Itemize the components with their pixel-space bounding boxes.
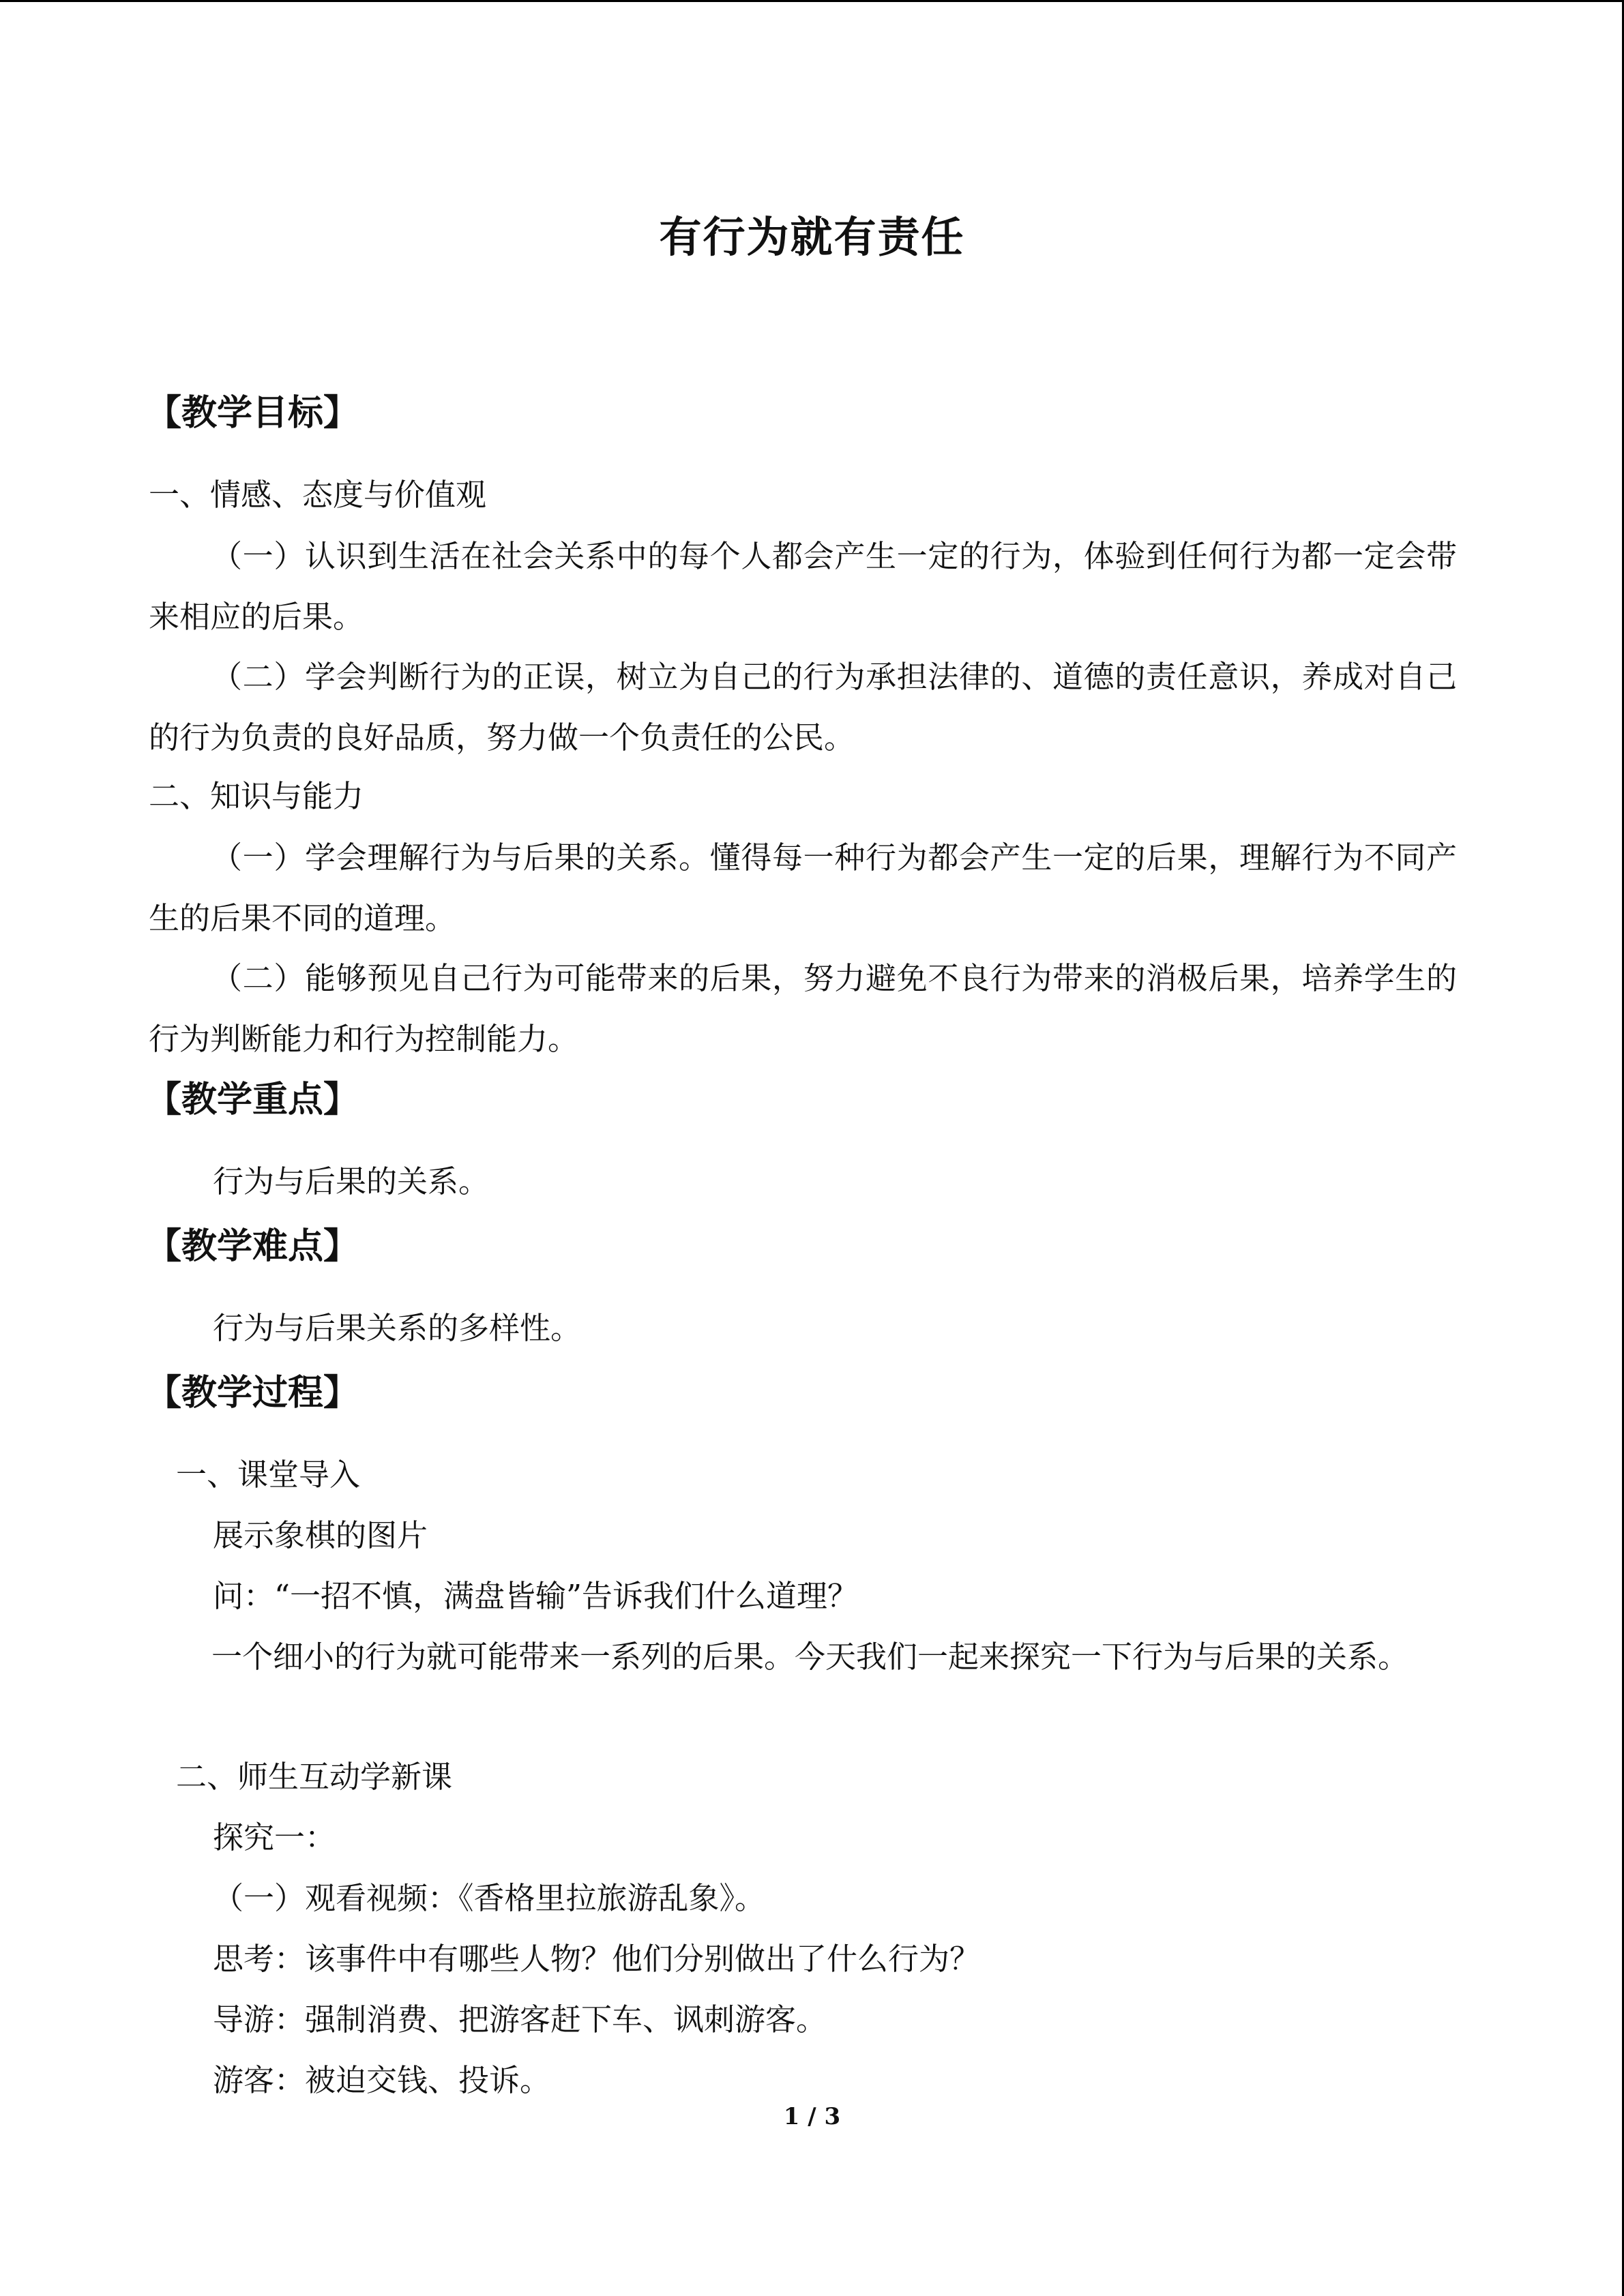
intro-line-1: 展示象棋的图片 — [213, 1517, 428, 1553]
video-line: （一）观看视频：《香格里拉旅游乱象》。 — [213, 1880, 766, 1916]
heading-teaching-process: 【教学过程】 — [146, 1372, 359, 1414]
goal-item-1-1: （一）认识到生活在社会关系中的每个人都会产生一定的行为，体验到任何行为都一定会带来相应的后果。 — [149, 538, 1457, 635]
key-point-text: 行为与后果的关系。 — [213, 1163, 490, 1199]
tourist-line: 游客：被迫交钱、投诉。 — [213, 2062, 551, 2098]
guide-line: 导游：强制消费、把游客赶下车、讽刺游客。 — [213, 2001, 827, 2038]
heading-difficulty: 【教学难点】 — [146, 1225, 359, 1267]
intro-paragraph: 一个细小的行为就可能带来一系列的后果。今天我们一起来探究一下行为与后果的关系。 — [211, 1639, 1409, 1675]
heading-teaching-goals: 【教学目标】 — [146, 392, 359, 434]
page-number: 1 / 3 — [783, 2103, 841, 2130]
section-emotion-attitude: 一、情感、态度与价值观 — [149, 477, 487, 513]
explore-label: 探究一： — [213, 1819, 336, 1855]
difficulty-text: 行为与后果关系的多样性。 — [213, 1310, 582, 1346]
intro-line-2: 问：“一招不慎，满盘皆输”告诉我们什么道理？ — [213, 1578, 859, 1614]
section-knowledge-ability: 二、知识与能力 — [149, 778, 364, 814]
goal-item-2-2: （二）能够预见自己行为可能带来的后果，努力避免不良行为带来的消极后果，培养学生的行为判断能力和行为控制能力。 — [149, 960, 1457, 1057]
think-line: 思考：该事件中有哪些人物？他们分别做出了什么行为？ — [213, 1941, 981, 1977]
goal-item-1-2: （二）学会判断行为的正误，树立为自己的行为承担法律的、道德的责任意识，养成对自己的行为负责的良好品质，努力做一个负责任的公民。 — [149, 659, 1457, 756]
goal-item-2-1: （一）学会理解行为与后果的关系。懂得每一种行为都会产生一定的后果，理解行为不同产生的后果不同的道理。 — [149, 839, 1457, 936]
page-title: 有行为就有责任 — [659, 212, 965, 262]
process-part-intro: 一、课堂导入 — [176, 1457, 361, 1493]
top-border — [0, 0, 1624, 2]
process-part-interaction: 二、师生互动学新课 — [176, 1759, 453, 1795]
heading-key-point: 【教学重点】 — [146, 1079, 359, 1120]
